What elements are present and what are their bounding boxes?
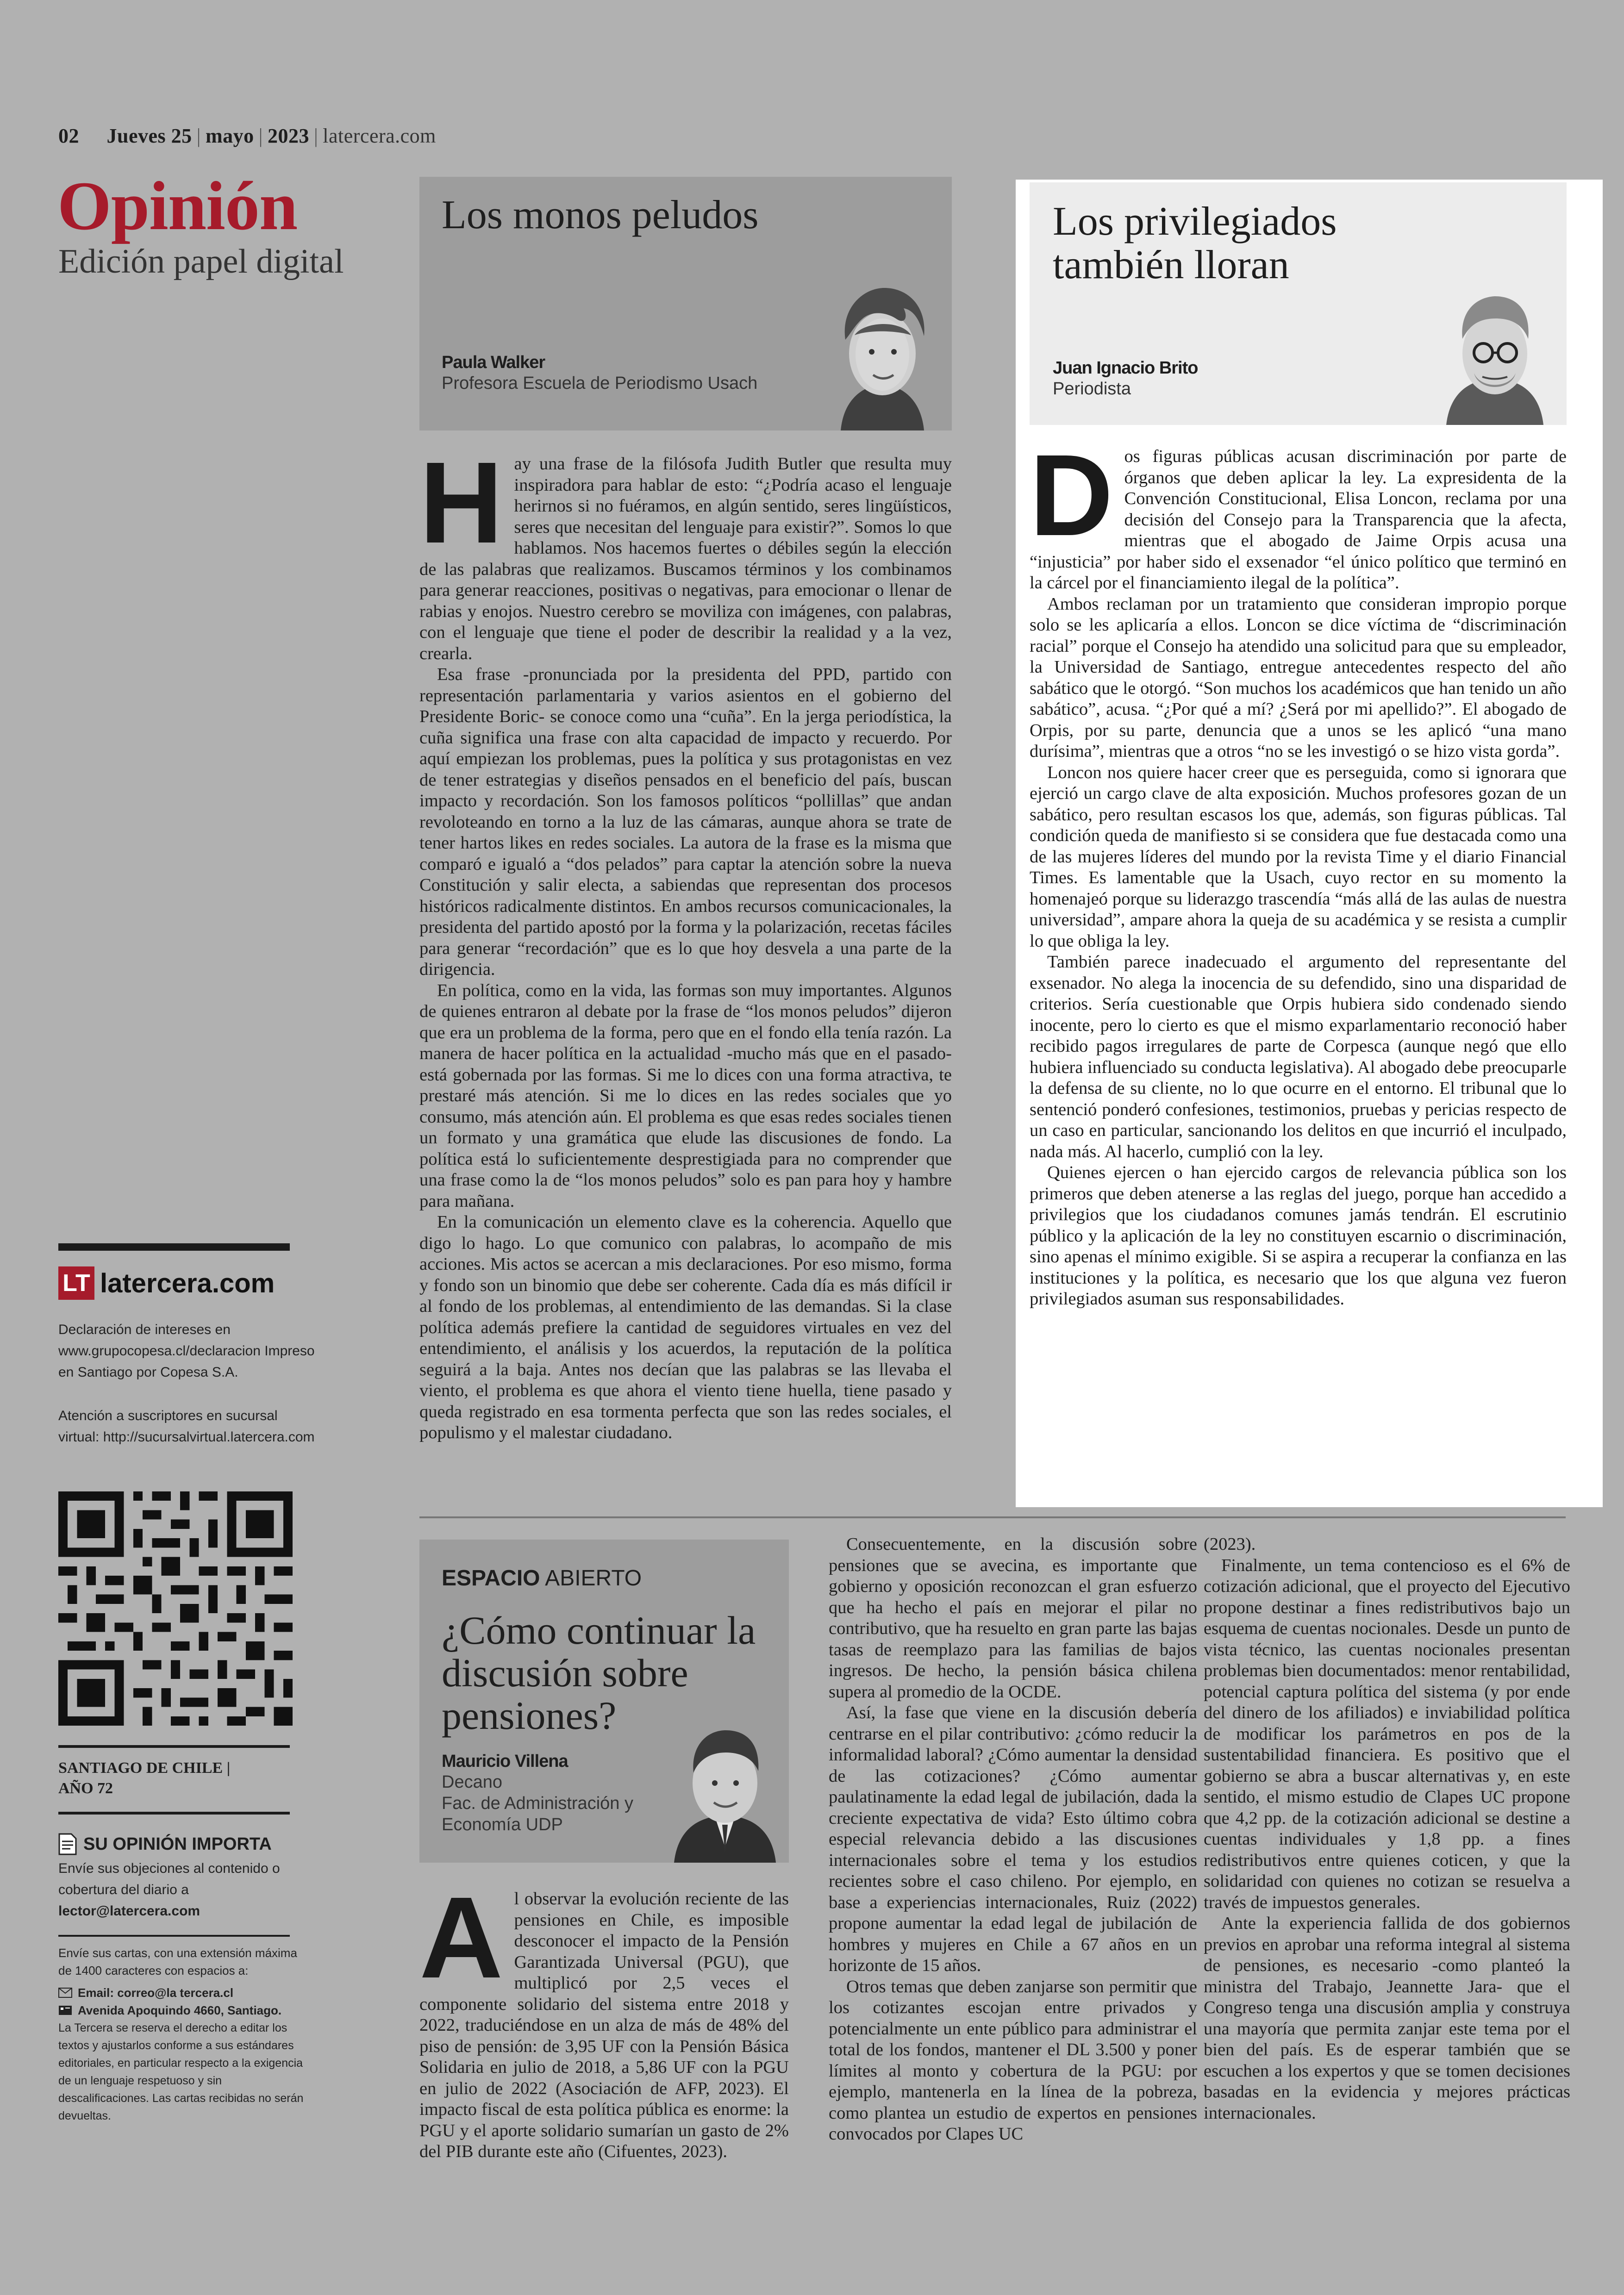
author-photo bbox=[1437, 289, 1553, 425]
lt-logo-icon: LT bbox=[58, 1266, 94, 1300]
article-title: Los monos peludos bbox=[442, 193, 759, 237]
drop-cap: D bbox=[1030, 430, 1113, 560]
paragraph: En la comunicación un elemento clave es la coherencia. Aquello que digo lo hago. Lo que comunico con palabras, lo acompaño de mis acciones. Mis actos se acercan a mis declaraciones. Por eso mismo, forma y fondo son un binomio que debe ser coherente. Cada día es más difícil ir al fondo de los problemas, al entendimiento de las demandas. Si la clase política además prefiere la cantidad de seguidores virtuales en vez del entendimiento, el análisis y los acuerdos, la reputación de la política seguirá a la baja. Antes nos decían que las palabras se las llevaba el viento, el problema es que ahora el viento tiene huella, tiene pasado y queda registrado en esa tormenta perfecta que son las redes sociales, el populismo y el malestar ciudadano. bbox=[419, 1212, 952, 1442]
section-divider bbox=[419, 1516, 1566, 1518]
paragraph: Ante la experiencia fallida de dos gobiernos previos en aprobar una reforma integral al sistema de pensiones, es necesario -como planteó la ministra del Trabajo, Jeannette Jara- que el Congreso tenga una discusión amplia y construya una mayoría que permita zanjar este tema por el bien del país. Es de esperar también que se escuchen a los expertos y que se tomen decisiones basadas en la evidencia y mejores prácticas internacionales. bbox=[1204, 1914, 1570, 2123]
subscribers-text: Atención a suscriptores en sucursal virtual: http://sucursalvirtual.latercera.com bbox=[58, 1408, 315, 1445]
paragraph: Así, la fase que viene en la discusión debería centrarse en el pilar contributivo: ¿cómo reducir la informalidad laboral? ¿Cómo aumentar la densidad de las cotizaciones? ¿Cómo aumentar paulatinamente la edad legal de jubilación, dada la creciente expectativa de vida? Esto último cobra especial relevancia debido a las discusiones internacionales sobre el tema y los estudios recientes sobre el caso chileno. Por ejemplo, en base a experiencias internacionales, Ruiz (2022) propone aumentar la edad legal de jubilación de hombres y mujeres en Chile a 67 años en un horizonte de 15 años. bbox=[829, 1703, 1197, 1975]
letters-address: Avenida Apoquindo 4660, Santiago. bbox=[78, 2003, 282, 2017]
mail-icon bbox=[58, 1988, 72, 1998]
section-title: Opinión bbox=[57, 168, 298, 244]
article-body bbox=[1030, 430, 1567, 1310]
author-role: Periodista bbox=[1053, 379, 1131, 399]
author-name: Paula Walker bbox=[442, 353, 545, 372]
page-number: 02 bbox=[58, 125, 79, 147]
paragraph: Consecuentemente, en la discusión sobre pensiones que se avecina, es importante que gobierno y oposición reconozcan el gran esfuerzo que ha hecho el país en mejorar el pilar no contributivo, que ha resuelto en gran parte las bajas tasas de reemplazo para las familias de bajos ingresos. De hecho, la pensión básica chilena supera al promedio de la OCDE. bbox=[829, 1534, 1197, 1702]
author-name: Juan Ignacio Brito bbox=[1053, 358, 1198, 378]
author-role: Fac. de Administración y bbox=[442, 1794, 633, 1813]
sidebar-rule bbox=[58, 1935, 290, 1937]
author-photo bbox=[669, 1722, 781, 1863]
document-icon bbox=[58, 1833, 77, 1855]
year-label: AÑO 72 bbox=[58, 1780, 113, 1797]
opinion-matters bbox=[58, 1833, 318, 1922]
paragraph: Otros temas que deben zanjarse son permitir que los cotizantes escojan entre privados y potencialmente un ente público para administrar el total de los fondos, mantener el DL 3.500 y poner límites al monto y cobertura de la PGU: por ejemplo, mantenerla en la línea de la pobreza, como plantea un estudio de expertos en pensiones convocados por Clapes UC bbox=[829, 1977, 1197, 2144]
paragraph: Esa frase -pronunciada por la presidenta del PPD, partido con representación parlamentaria y varios asientos en el gobierno del Presidente Boric- se conoce como una “cuña”. En la jerga periodística, la cuña significa una frase con alta capacidad de impacto y recuerdo. Por aquí empiezan los problemas, pues la política y sus protagonistas en vez de tener estrategias y diseños pensados en el beneficio del país, buscan impacto y recordación. Son los famosos políticos “pollillas” que andan revoloteando en torno a la luz de las cámaras, aunque ahora se trate de tener hartos likes en redes sociales. La autora de la frase es la misma que comparó e igualó a “dos pelados” para captar la atención sobre la nueva Constitución y salir electa, a sabiendas que representan dos procesos históricos radicalmente distintos. En ambos recursos comunicacionales, la presidenta del partido apostó por la forma y la polarización, recetas fáciles para generar “recordación” que es lo que hoy desvela a una parte de la dirigencia. bbox=[419, 665, 952, 979]
brand-name: latercera.com bbox=[100, 1268, 275, 1298]
drop-cap: H bbox=[419, 438, 503, 567]
paragraph: Loncon nos quiere hacer creer que es perseguida, como si ignorara que ejerció un cargo clave de alta exposición. Muchos profesores gozan de un sabático, pero resultan escasos los que, además, son figuras públicas. Tal condición queda de manifiesto si se considera que fue destacada como una de las mujeres líderes del mundo por la revista Time y el diario Financial Times. Es lamentable que la Usach, cuyo rector en su momento la homenajeó porque su liderazgo trascendía “más allá de las aulas de nuestra universidad”, ampare ahora la queja de su académica y se resista a cumplir lo que obliga la ley. bbox=[1030, 762, 1567, 951]
author-name: Mauricio Villena bbox=[442, 1752, 568, 1771]
opinion-text: Envíe sus objeciones al contenido o cobertura del diario a bbox=[58, 1861, 280, 1897]
paragraph: ay una frase de la filósofa Judith Butler que resulta muy inspiradora para hablar de esto: “¿Podría acaso el lenguaje herirnos si no fuéramos, en algún sentido, seres lingüísticos, seres que necesitan del lenguaje para existir?”. Somos lo que hablamos. Nos hacemos fuertes o débiles según la elección de las palabras que realizamos. Buscamos términos y los combinamos para generar reacciones, positivas o negativas, para emocionar o llenar de rabias y enojos. Nuestro cerebro se moviliza con imágenes, con palabras, con el lenguaje que tiene el poder de describir la realidad y a la vez, crearla. bbox=[419, 454, 952, 663]
author-photo bbox=[827, 284, 938, 430]
paragraph: En política, como en la vida, las formas son muy importantes. Algunos de quienes entraron al debate por la frase de “los monos peludos” dijeron que era un problema de la forma, pero que en el fondo ella tenía razón. La manera de hacer política en la actualidad -mucho más que en el pasado- está gobernada por las formas. Si me lo dices con una forma atractiva, te prestaré más atención. Si me lo dices en las redes sociales que yo consumo, más atención aún. El problema es que esas redes sociales tienen un formato y una gramática que elude las discusiones de fondo. La política está lo suficientemente desprestigiada para no comprender que una frase como la de “los monos peludos” solo es pan para hoy y hambre para mañana. bbox=[419, 980, 952, 1211]
date-day: Jueves 25 bbox=[106, 125, 192, 147]
brand-logo[interactable] bbox=[58, 1266, 275, 1300]
date-year: 2023 bbox=[267, 125, 309, 147]
article-column bbox=[1204, 1534, 1570, 2124]
espacio-abierto-box bbox=[419, 1540, 789, 1863]
city-label: SANTIAGO DE CHILE | bbox=[58, 1759, 231, 1777]
opinion-email[interactable]: lector@latercera.com bbox=[58, 1903, 200, 1919]
qr-code-icon bbox=[58, 1491, 293, 1726]
article-title bbox=[1053, 200, 1337, 287]
label-rest: ABIERTO bbox=[545, 1566, 642, 1590]
paragraph: Ambos reclaman por un tratamiento que consideran impropio porque solo se les aplicaría a ellos. Loncon se dice víctima de “discriminación racial” porque el Consejo ha atendido una solicitud para que su empleador, la Universidad de Santiago, entregue antecedentes respecto del año sabático que le otorgó. “Son muchos los académicos que han tenido un año sabático”, acusa. “¿Por qué a mí? ¿Será por mi apellido?”. El abogado de Orpis, por su parte, denuncia que a unos se les aplicó “una mano durísima”, mientras que a otros “no se les investigó o se hizo vista gorda”. bbox=[1030, 594, 1567, 761]
letters-intro: Envíe sus cartas, con una extensión máxima de 1400 caracteres con espacios a: bbox=[58, 1946, 297, 1977]
sidebar-top-rule bbox=[58, 1243, 290, 1251]
declaration-text: Declaración de intereses en www.grupocopesa.cl/declaracion Impreso en Santiago por Copesa S.A. bbox=[58, 1322, 315, 1380]
article-body bbox=[419, 438, 952, 1444]
article-header-box bbox=[1030, 182, 1567, 425]
author-role: Decano bbox=[442, 1772, 502, 1792]
opinion-title: SU OPINIÓN IMPORTA bbox=[83, 1834, 272, 1854]
article-column bbox=[419, 1873, 789, 2163]
article-title: ¿Cómo continuar la discusión sobre pensiones? bbox=[442, 1608, 756, 1738]
article-column bbox=[829, 1534, 1197, 2145]
site-link[interactable]: latercera.com bbox=[323, 125, 436, 147]
section-label bbox=[442, 1565, 642, 1591]
drop-cap: A bbox=[419, 1873, 503, 2002]
paragraph: (2023). bbox=[1204, 1534, 1256, 1554]
paragraph: l observar la evolución reciente de las pensiones en Chile, es imposible desconocer el impacto de la Pensión Garantizada Universal (PGU), que multiplicó por 2,5 veces el componente solidario del sistema entre 2018 y 2022, traduciéndose en un alza de más de 48% del piso de pensión: de 3,95 UF con la Pensión Básica Solidaria en julio de 2018, a 5,86 UF con la PGU en julio de 2022 (Asociación de AFP, 2023). El impacto fiscal de esta política pública es enorme: la PGU y el aporte solidario sumarían un gasto de 2% del PIB durante este año (Cifuentes, 2023). bbox=[419, 1889, 789, 2161]
section-subtitle: Edición papel digital bbox=[58, 243, 344, 281]
letters-info bbox=[58, 1944, 308, 2125]
paragraph: Quienes ejercen o han ejercido cargos de relevancia pública son los primeros que deben atenerse a las reglas del juego, porque han accedido a privilegios que los ciudadanos comunes jamás tendrán. El escrutinio público y la aplicación de la ley no constituyen escarnio o discriminación, sino apenas el mínimo exigible. Si se aspira a recuperar la confianza en las instituciones y la política, es necesario que los que alguna vez fueron privilegiados asuman sus responsabilidades. bbox=[1030, 1163, 1567, 1309]
paragraph: Finalmente, un tema contencioso es el 6% de cotización adicional, que el proyecto del Ejecutivo propone destinar a fines redistributivos bajo un esquema de cuentas nocionales. Desde un punto de vista técnico, las cuentas nocionales presentan problemas bien documentados: menor rentabilidad, potencial captura política del sistema (y por ende del dinero de los afiliados) e inviabilidad política de modificar los parámetros en pos de la sustentabilidad financiera. Es positivo que el gobierno se abra a buscar alternativas y, en este sentido, el mismo estudio de Clapes UC propone que 4,2 pp. de la cotización adicional se destine a cuentas individuales y 1,8 pp. a fines redistributivos entre quienes coticen, y que la solidaridad con quienes no cotizan se resuelva a través de impuestos generales. bbox=[1204, 1555, 1570, 1912]
paragraph: os figuras públicas acusan discriminación por parte de órganos que deben aplicar la ley. La expresidenta de la Convención Constitucional, Elisa Loncon, reclama por una decisión del Consejo para la Transparencia que la afecta, mientras que el abogado de Jaime Orpis acusa una “injusticia” por haber sido el exsenador “el único político que terminó en la cárcel por el financiamiento ilegal de la política”. bbox=[1030, 447, 1567, 592]
author-role: Profesora Escuela de Periodismo Usach bbox=[442, 374, 758, 393]
sidebar-rule bbox=[58, 1745, 290, 1748]
paragraph: También parece inadecuado el argumento del representante del exsenador. No alega la inocencia de su defendido, sino una disparidad de criterios. Sería cuestionable que Orpis hubiera sido condenado siendo inocente, pero lo cierto es que el mismo exparlamentario reconoció haber recibido pagos irregulares de parte de Corpesca (aunque negó que ello hubiera influenciado su conducta legislativa). Al abogado debe preocuparle la defensa de su cliente, no lo que ocurre en el entorno. El tribunal que lo sentenció ponderó confesiones, testimonios, pruebas y pericias respecto de un caso en particular, sancionando los delitos en que incurrió el inculpado, nada más. Al hacerlo, cumplió con la ley. bbox=[1030, 952, 1567, 1161]
label-bold: ESPACIO bbox=[442, 1566, 540, 1590]
title-line: Los privilegiados bbox=[1053, 199, 1337, 244]
title-line: también lloran bbox=[1053, 243, 1289, 287]
letters-note: La Tercera se reserva el derecho a editar los textos y ajustarlos conforme a sus estándares editoriales, en particular respecto a la exigencia de un lenguaje respetuoso y sin descalificaciones. Las cartas recibidas no serán devueltas. bbox=[58, 2021, 304, 2122]
sidebar-rule bbox=[58, 1812, 290, 1815]
article-header-box bbox=[419, 177, 952, 430]
letters-email[interactable]: Email: correo@la tercera.cl bbox=[78, 1986, 234, 2000]
date-month: mayo bbox=[205, 125, 254, 147]
building-icon bbox=[58, 2005, 72, 2015]
city-year bbox=[58, 1758, 230, 1799]
highlighted-article bbox=[1016, 180, 1603, 1507]
author-role: Economía UDP bbox=[442, 1815, 563, 1834]
page-header: 02 Jueves 25 | mayo | 2023 | latercera.com bbox=[58, 125, 436, 147]
